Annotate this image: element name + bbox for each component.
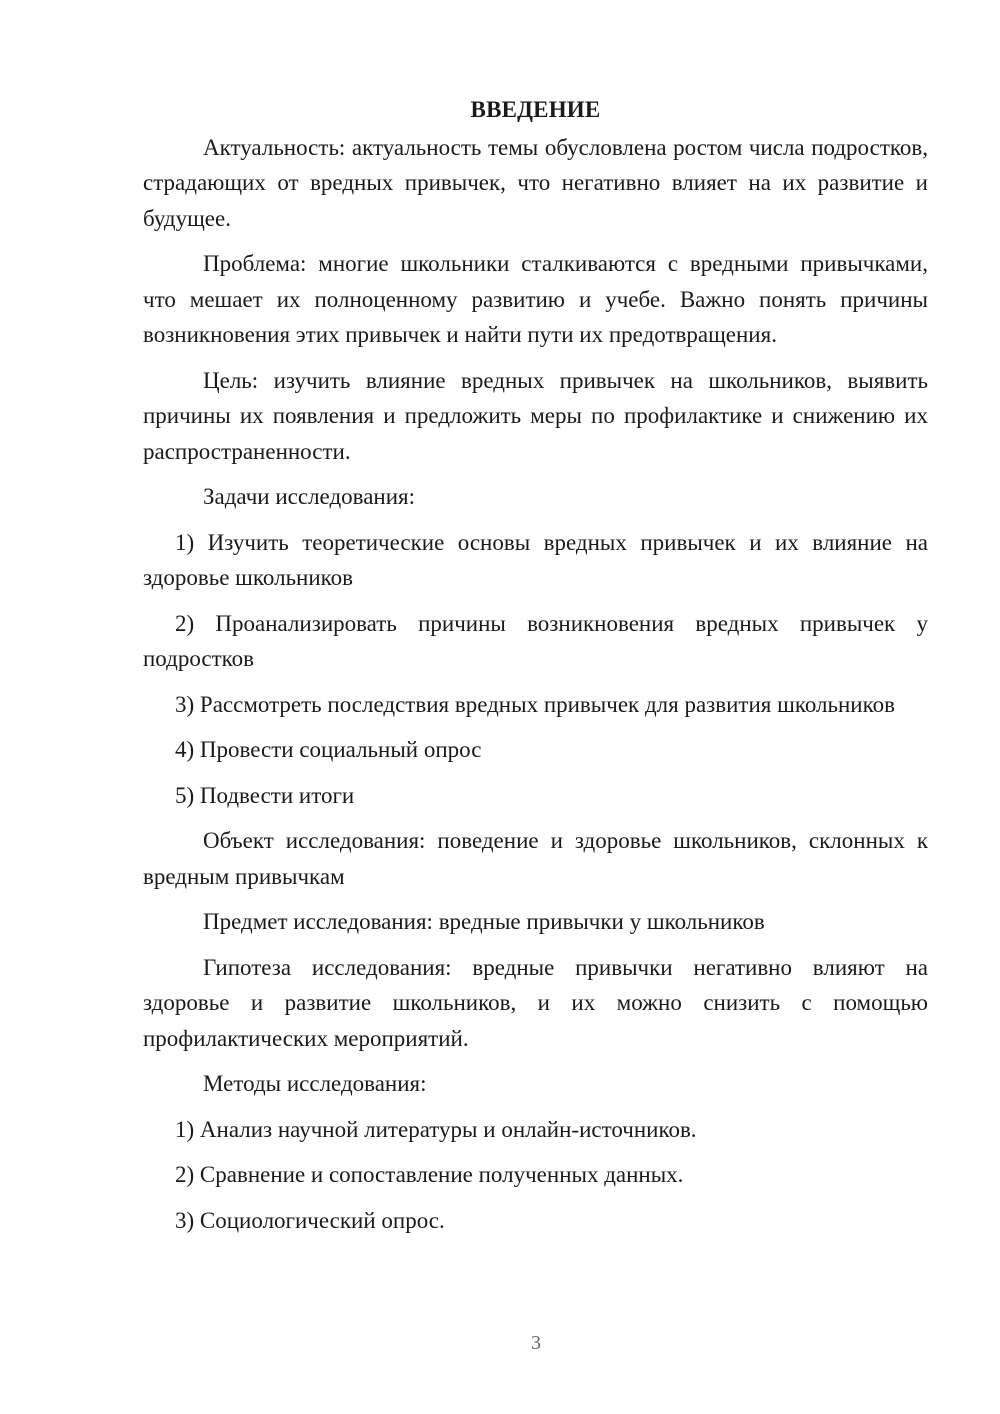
page-number: 3 (531, 1332, 541, 1354)
methods-heading: Методы исследования: (203, 1071, 427, 1096)
task-item-3: 3) Рассмотреть последствия вредных привычек для развития школьников (175, 691, 895, 717)
task-item-2: 2) Проанализировать причины возникновения вредных привычек у подростков (143, 610, 928, 671)
subject-paragraph: Предмет исследования: вредные привычки у школьников (203, 909, 765, 934)
document-page (143, 92, 928, 1248)
problem-paragraph: Проблема: многие школьники сталкиваются с вредными привычками, что мешает их полноценному развитию и учебе. Важно понять причины возникновения этих привычек и найти пути их предотвращения. (143, 251, 928, 347)
task-item-5: 5) Подвести итоги (175, 782, 355, 808)
object-paragraph: Объект исследования: поведение и здоровье школьников, склонных к вредным привычкам (143, 828, 928, 889)
method-item-3: 3) Социологический опрос. (175, 1207, 445, 1233)
hypothesis-paragraph: Гипотеза исследования: вредные привычки негативно влияют на здоровье и развитие школьников, и их можно снизить с помощью профилактических мероприятий. (143, 954, 928, 1051)
goal-paragraph: Цель: изучить влияние вредных привычек на школьников, выявить причины их появления и предложить меры по профилактике и снижению их распространенности. (143, 367, 928, 464)
method-item-1: 1) Анализ научной литературы и онлайн-источников. (175, 1116, 697, 1142)
method-item-2: 2) Сравнение и сопоставление полученных данных. (175, 1162, 684, 1187)
tasks-heading: Задачи исследования: (203, 484, 416, 509)
task-item-1: 1) Изучить теоретические основы вредных привычек и их влияние на здоровье школьников (143, 529, 928, 590)
relevance-paragraph: Актуальность: актуальность темы обусловлена ростом числа подростков, страдающих от вредных привычек, что негативно влияет на их развитие и будущее. (143, 134, 928, 231)
section-title: ВВЕДЕНИЕ (470, 97, 601, 122)
task-item-4: 4) Провести социальный опрос (175, 737, 482, 762)
